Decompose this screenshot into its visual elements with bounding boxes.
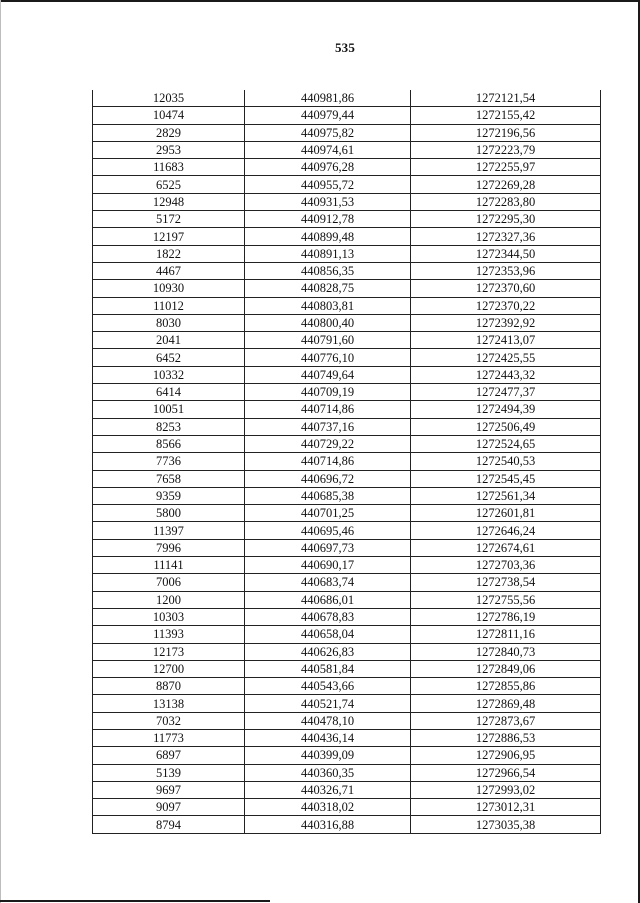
point-number-cell: 6897	[93, 747, 245, 764]
table-row	[93, 90, 601, 107]
x-coordinate-cell: 440931,53	[245, 193, 411, 210]
point-number-cell: 7006	[93, 574, 245, 591]
table-row	[93, 262, 601, 279]
y-coordinate-cell: 1272703,36	[411, 557, 601, 574]
x-coordinate-cell: 440891,13	[245, 245, 411, 262]
y-coordinate-cell: 1272873,67	[411, 712, 601, 729]
table-row	[93, 193, 601, 210]
table-row	[93, 228, 601, 245]
table-row	[93, 626, 601, 643]
y-coordinate-cell: 1272786,19	[411, 608, 601, 625]
y-coordinate-cell: 1272223,79	[411, 141, 601, 158]
point-number-cell: 4467	[93, 262, 245, 279]
y-coordinate-cell: 1272674,61	[411, 539, 601, 556]
x-coordinate-cell: 440791,60	[245, 332, 411, 349]
table-row	[93, 453, 601, 470]
y-coordinate-cell: 1272545,45	[411, 470, 601, 487]
x-coordinate-cell: 440981,86	[245, 90, 411, 107]
point-number-cell: 10303	[93, 608, 245, 625]
x-coordinate-cell: 440912,78	[245, 211, 411, 228]
x-coordinate-cell: 440955,72	[245, 176, 411, 193]
point-number-cell: 8566	[93, 435, 245, 452]
x-coordinate-cell: 440899,48	[245, 228, 411, 245]
point-number-cell: 10474	[93, 107, 245, 124]
x-coordinate-cell: 440776,10	[245, 349, 411, 366]
table-row	[93, 747, 601, 764]
point-number-cell: 2953	[93, 141, 245, 158]
table-row	[93, 505, 601, 522]
page-number: 535	[334, 40, 356, 55]
y-coordinate-cell: 1272993,02	[411, 781, 601, 798]
x-coordinate-cell: 440714,86	[245, 453, 411, 470]
table-row	[93, 211, 601, 228]
page-border-left	[0, 0, 1, 903]
x-coordinate-cell: 440318,02	[245, 799, 411, 816]
table-row	[93, 660, 601, 677]
table-row	[93, 678, 601, 695]
y-coordinate-cell: 1272353,96	[411, 262, 601, 279]
x-coordinate-cell: 440521,74	[245, 695, 411, 712]
table-row	[93, 176, 601, 193]
y-coordinate-cell: 1272425,55	[411, 349, 601, 366]
x-coordinate-cell: 440436,14	[245, 729, 411, 746]
table-row	[93, 816, 601, 833]
table-row	[93, 159, 601, 176]
y-coordinate-cell: 1272755,56	[411, 591, 601, 608]
x-coordinate-cell: 440979,44	[245, 107, 411, 124]
x-coordinate-cell: 440976,28	[245, 159, 411, 176]
y-coordinate-cell: 1272540,53	[411, 453, 601, 470]
y-coordinate-cell: 1272283,80	[411, 193, 601, 210]
table-row	[93, 470, 601, 487]
point-number-cell: 7996	[93, 539, 245, 556]
x-coordinate-cell: 440658,04	[245, 626, 411, 643]
x-coordinate-cell: 440326,71	[245, 781, 411, 798]
x-coordinate-cell: 440729,22	[245, 435, 411, 452]
point-number-cell: 12700	[93, 660, 245, 677]
point-number-cell: 6414	[93, 384, 245, 401]
y-coordinate-cell: 1272494,39	[411, 401, 601, 418]
y-coordinate-cell: 1272255,97	[411, 159, 601, 176]
table-row	[93, 418, 601, 435]
table-row	[93, 643, 601, 660]
y-coordinate-cell: 1272370,60	[411, 280, 601, 297]
table-row	[93, 764, 601, 781]
table-row	[93, 435, 601, 452]
y-coordinate-cell: 1272601,81	[411, 505, 601, 522]
table-row	[93, 729, 601, 746]
point-number-cell: 11012	[93, 297, 245, 314]
x-coordinate-cell: 440697,73	[245, 539, 411, 556]
coordinate-table-container	[92, 90, 597, 834]
y-coordinate-cell: 1272506,49	[411, 418, 601, 435]
y-coordinate-cell: 1272413,07	[411, 332, 601, 349]
y-coordinate-cell: 1272477,37	[411, 384, 601, 401]
point-number-cell: 8030	[93, 314, 245, 331]
point-number-cell: 7658	[93, 470, 245, 487]
point-number-cell: 2829	[93, 124, 245, 141]
point-number-cell: 9359	[93, 487, 245, 504]
point-number-cell: 1822	[93, 245, 245, 262]
table-row	[93, 124, 601, 141]
x-coordinate-cell: 440690,17	[245, 557, 411, 574]
table-row	[93, 608, 601, 625]
table-row	[93, 349, 601, 366]
point-number-cell: 9097	[93, 799, 245, 816]
x-coordinate-cell: 440975,82	[245, 124, 411, 141]
x-coordinate-cell: 440683,74	[245, 574, 411, 591]
y-coordinate-cell: 1272524,65	[411, 435, 601, 452]
table-row	[93, 366, 601, 383]
point-number-cell: 11393	[93, 626, 245, 643]
y-coordinate-cell: 1272840,73	[411, 643, 601, 660]
table-row	[93, 799, 601, 816]
x-coordinate-cell: 440800,40	[245, 314, 411, 331]
x-coordinate-cell: 440696,72	[245, 470, 411, 487]
table-row	[93, 712, 601, 729]
table-row	[93, 245, 601, 262]
x-coordinate-cell: 440714,86	[245, 401, 411, 418]
x-coordinate-cell: 440581,84	[245, 660, 411, 677]
x-coordinate-cell: 440803,81	[245, 297, 411, 314]
table-row	[93, 401, 601, 418]
y-coordinate-cell: 1272295,30	[411, 211, 601, 228]
y-coordinate-cell: 1272646,24	[411, 522, 601, 539]
table-row	[93, 522, 601, 539]
x-coordinate-cell: 440478,10	[245, 712, 411, 729]
y-coordinate-cell: 1272869,48	[411, 695, 601, 712]
table-row	[93, 384, 601, 401]
y-coordinate-cell: 1272196,56	[411, 124, 601, 141]
x-coordinate-cell: 440709,19	[245, 384, 411, 401]
table-row	[93, 297, 601, 314]
point-number-cell: 11141	[93, 557, 245, 574]
table-row	[93, 141, 601, 158]
table-row	[93, 557, 601, 574]
y-coordinate-cell: 1273035,38	[411, 816, 601, 833]
y-coordinate-cell: 1272906,95	[411, 747, 601, 764]
table-row	[93, 591, 601, 608]
y-coordinate-cell: 1272344,50	[411, 245, 601, 262]
table-row	[93, 332, 601, 349]
y-coordinate-cell: 1272855,86	[411, 678, 601, 695]
table-row	[93, 574, 601, 591]
point-number-cell: 13138	[93, 695, 245, 712]
x-coordinate-cell: 440856,35	[245, 262, 411, 279]
table-row	[93, 781, 601, 798]
point-number-cell: 8870	[93, 678, 245, 695]
y-coordinate-cell: 1272370,22	[411, 297, 601, 314]
x-coordinate-cell: 440543,66	[245, 678, 411, 695]
table-row	[93, 487, 601, 504]
x-coordinate-cell: 440686,01	[245, 591, 411, 608]
point-number-cell: 12197	[93, 228, 245, 245]
coordinate-table	[92, 90, 601, 834]
y-coordinate-cell: 1272738,54	[411, 574, 601, 591]
y-coordinate-cell: 1272269,28	[411, 176, 601, 193]
point-number-cell: 11397	[93, 522, 245, 539]
table-row	[93, 280, 601, 297]
point-number-cell: 12173	[93, 643, 245, 660]
x-coordinate-cell: 440749,64	[245, 366, 411, 383]
x-coordinate-cell: 440828,75	[245, 280, 411, 297]
point-number-cell: 12035	[93, 90, 245, 107]
x-coordinate-cell: 440316,88	[245, 816, 411, 833]
y-coordinate-cell: 1272327,36	[411, 228, 601, 245]
point-number-cell: 7032	[93, 712, 245, 729]
y-coordinate-cell: 1272392,92	[411, 314, 601, 331]
table-row	[93, 539, 601, 556]
point-number-cell: 5139	[93, 764, 245, 781]
y-coordinate-cell: 1272121,54	[411, 90, 601, 107]
x-coordinate-cell: 440399,09	[245, 747, 411, 764]
point-number-cell: 7736	[93, 453, 245, 470]
x-coordinate-cell: 440626,83	[245, 643, 411, 660]
page-border-top	[0, 0, 640, 2]
y-coordinate-cell: 1272849,06	[411, 660, 601, 677]
x-coordinate-cell: 440701,25	[245, 505, 411, 522]
point-number-cell: 1200	[93, 591, 245, 608]
table-row	[93, 314, 601, 331]
y-coordinate-cell: 1272886,53	[411, 729, 601, 746]
point-number-cell: 11683	[93, 159, 245, 176]
point-number-cell: 10930	[93, 280, 245, 297]
point-number-cell: 8253	[93, 418, 245, 435]
x-coordinate-cell: 440685,38	[245, 487, 411, 504]
point-number-cell: 2041	[93, 332, 245, 349]
y-coordinate-cell: 1272155,42	[411, 107, 601, 124]
x-coordinate-cell: 440695,46	[245, 522, 411, 539]
point-number-cell: 10332	[93, 366, 245, 383]
x-coordinate-cell: 440974,61	[245, 141, 411, 158]
point-number-cell: 11773	[93, 729, 245, 746]
point-number-cell: 9697	[93, 781, 245, 798]
point-number-cell: 6525	[93, 176, 245, 193]
y-coordinate-cell: 1272811,16	[411, 626, 601, 643]
point-number-cell: 6452	[93, 349, 245, 366]
point-number-cell: 10051	[93, 401, 245, 418]
x-coordinate-cell: 440678,83	[245, 608, 411, 625]
coordinate-table-body	[93, 90, 601, 833]
x-coordinate-cell: 440737,16	[245, 418, 411, 435]
table-row	[93, 107, 601, 124]
y-coordinate-cell: 1273012,31	[411, 799, 601, 816]
point-number-cell: 5172	[93, 211, 245, 228]
y-coordinate-cell: 1272966,54	[411, 764, 601, 781]
point-number-cell: 8794	[93, 816, 245, 833]
x-coordinate-cell: 440360,35	[245, 764, 411, 781]
point-number-cell: 5800	[93, 505, 245, 522]
table-row	[93, 695, 601, 712]
page-border-bottom	[0, 900, 270, 902]
point-number-cell: 12948	[93, 193, 245, 210]
y-coordinate-cell: 1272561,34	[411, 487, 601, 504]
y-coordinate-cell: 1272443,32	[411, 366, 601, 383]
